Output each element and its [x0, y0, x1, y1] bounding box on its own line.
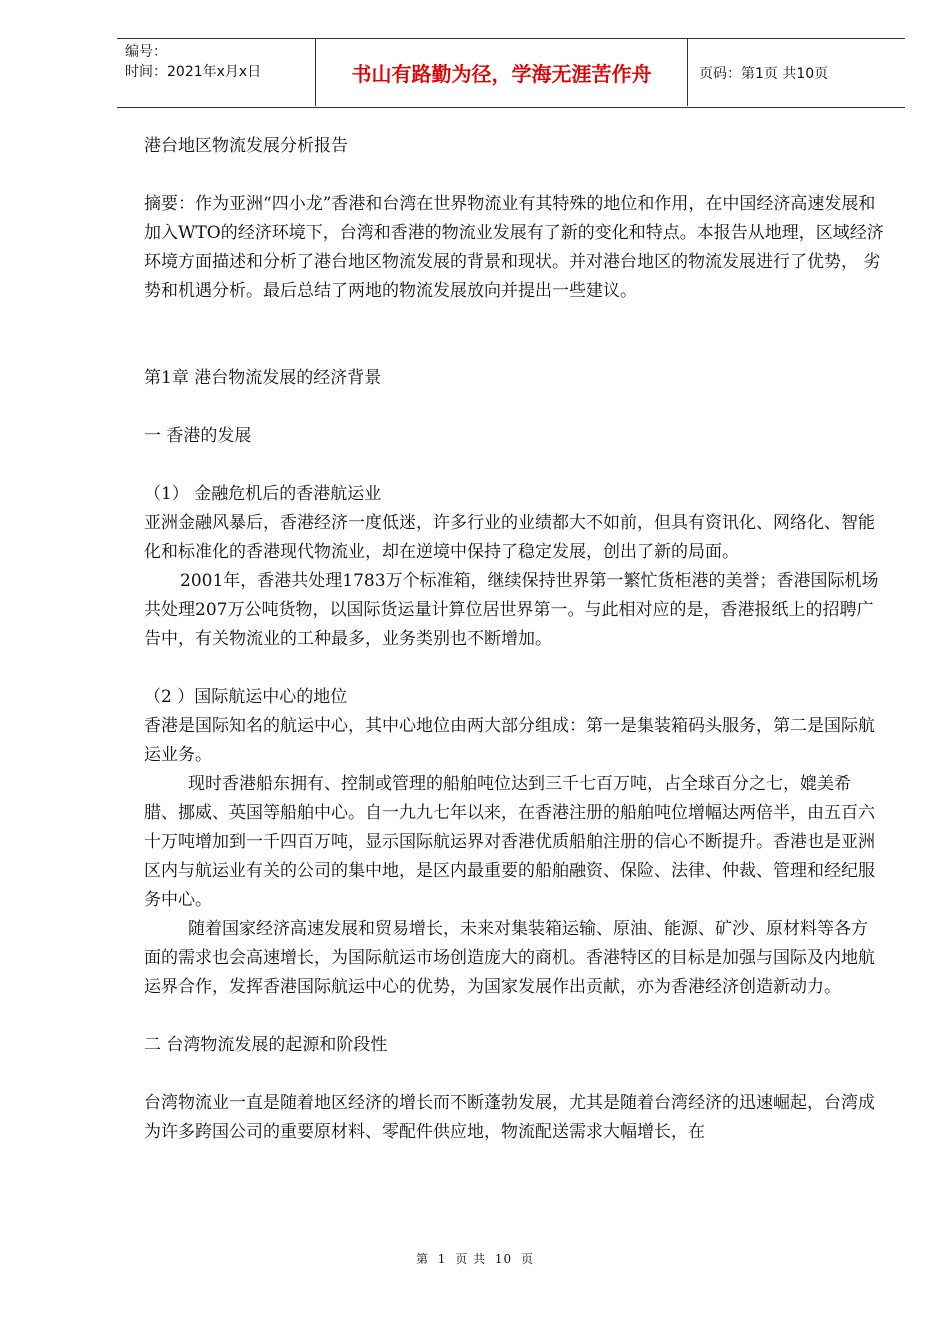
document-title: 港台地区物流发展分析报告 — [144, 136, 348, 156]
header-meta — [125, 42, 261, 82]
section-heading-taiwan: 二 台湾物流发展的起源和阶段性 — [144, 1035, 388, 1055]
document-body — [144, 132, 884, 1147]
motto: 书山有路勤为径，学海无涯苦作舟 — [315, 39, 688, 106]
paragraph: 香港是国际知名的航运中心，其中心地位由两大部分组成：第一是集装箱码头服务，第二是国际航运业务。 — [144, 716, 875, 765]
paragraph: 亚洲金融风暴后，香港经济一度低迷，许多行业的业绩都大不如前，但具有资讯化、网络化、智能化和标准化的香港现代物流业，却在逆境中保持了稳定发展，创出了新的局面。 — [144, 513, 875, 562]
abstract: 摘要：作为亚洲“四小龙”香港和台湾在世界物流业有其特殊的地位和作用，在中国经济高速发展和加入WTO的经济环境下，台湾和香港的物流业发展有了新的变化和特点。本报告从地理，区域经济环境方面描述和分析了港台地区物流发展的背景和现状。并对港台地区的物流发展进行了优势， 劣势和机遇分析。最后总结了两地的物流发展放向并提出一些建议。 — [144, 194, 884, 301]
page-header — [117, 38, 905, 108]
page-info: 页码：第1页 共10页 — [699, 66, 829, 82]
paragraph: 2001年，香港共处理1783万个标准箱，继续保持世界第一繁忙货柜港的美誉；香港国际机场共处理207万公吨货物，以国际货运量计算位居世界第一。与此相对应的是，香港报纸上的招聘广告中，有关物流业的工种最多，业务类别也不断增加。 — [144, 571, 879, 649]
chapter-heading: 第1章 港台物流发展的经济背景 — [144, 368, 382, 388]
number-label: 编号： — [125, 44, 167, 60]
footer-middle: 页 共 — [455, 1252, 487, 1266]
footer-prefix: 第 — [415, 1252, 429, 1266]
footer-total-pages: 10 — [494, 1252, 513, 1266]
subsection-heading-1: （1） 金融危机后的香港航运业 — [144, 484, 382, 504]
section-heading-hongkong: 一 香港的发展 — [144, 426, 252, 446]
paragraph: 现时香港船东拥有、控制或管理的船舶吨位达到三千七百万吨，占全球百分之七，媲美希腊、挪威、英国等船舶中心。自一九九七年以来，在香港注册的船舶吨位增幅达两倍半，由五百六十万吨增加到一千四百万吨，显示国际航运界对香港优质船舶注册的信心不断提升。香港也是亚洲区内与航运业有关的公司的集中地，是区内最重要的船舶融资、保险、法律、仲裁、管理和经纪服务中心。 — [144, 774, 875, 910]
footer-page-number: 1 — [437, 1252, 447, 1266]
footer-suffix: 页 — [521, 1252, 535, 1266]
subsection-heading-2: （2 ）国际航运中心的地位 — [144, 687, 348, 707]
paragraph: 台湾物流业一直是随着地区经济的增长而不断蓬勃发展，尤其是随着台湾经济的迅速崛起，台湾成为许多跨国公司的重要原材料、零配件供应地，物流配送需求大幅增长，在 — [144, 1093, 875, 1142]
page-footer — [0, 1250, 950, 1267]
paragraph: 随着国家经济高速发展和贸易增长，未来对集装箱运输、原油、能源、矿沙、原材料等各方面的需求也会高速增长，为国际航运市场创造庞大的商机。香港特区的目标是加强与国际及内地航运界合作，发挥香港国际航运中心的优势，为国家发展作出贡献，亦为香港经济创造新动力。 — [144, 919, 875, 997]
time-label: 时间：2021年x月x日 — [125, 64, 262, 80]
